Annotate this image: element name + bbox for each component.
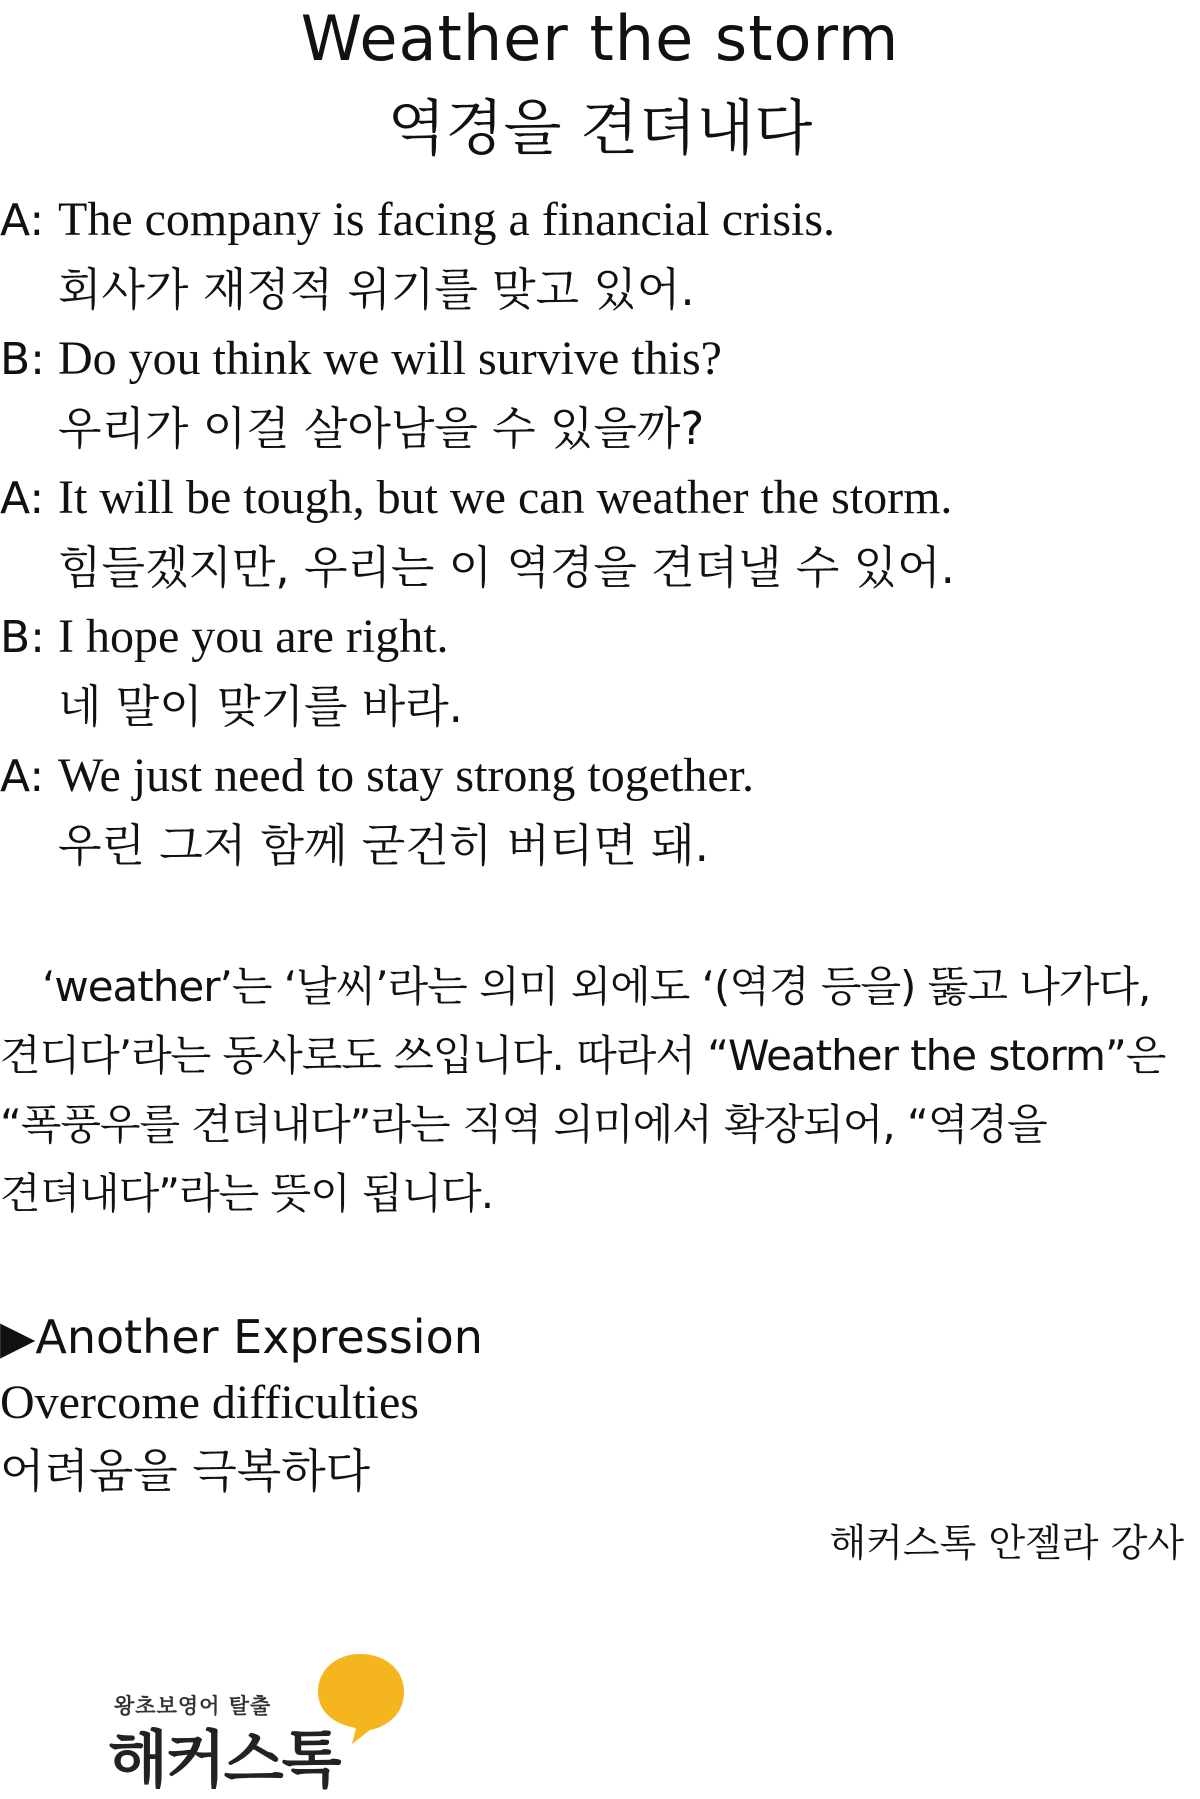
dialogue-turn bbox=[0, 324, 1200, 463]
title-english: Weather the storm bbox=[300, 2, 900, 75]
title-block bbox=[0, 0, 1200, 164]
dialogue-turn bbox=[0, 185, 1200, 324]
speaker-label: B: bbox=[0, 334, 46, 385]
dialogue bbox=[0, 185, 1200, 880]
another-expression-english: Overcome difficulties bbox=[0, 1376, 419, 1429]
english-line bbox=[0, 185, 1200, 255]
korean-line: 힘들겠지만, 우리는 이 역경을 견뎌낼 수 있어. bbox=[58, 541, 955, 594]
english-text: It will be tough, but we can weather the storm. bbox=[58, 471, 953, 524]
speaker-label: A: bbox=[0, 751, 45, 802]
title-korean: 역경을 견뎌내다 bbox=[387, 94, 813, 164]
brand-logo bbox=[108, 1650, 408, 1796]
speaker-label: A: bbox=[0, 195, 45, 246]
english-line bbox=[0, 324, 1200, 394]
speaker-label: B: bbox=[0, 612, 46, 663]
english-text: Do you think we will survive this? bbox=[58, 332, 722, 385]
logo-brand-name: 해커스톡 bbox=[108, 1723, 340, 1796]
english-line bbox=[0, 741, 1200, 811]
english-text: I hope you are right. bbox=[58, 610, 449, 663]
dialogue-turn bbox=[0, 463, 1200, 602]
logo-tagline: 왕초보영어 탈출 bbox=[114, 1694, 272, 1718]
dialogue-turn bbox=[0, 741, 1200, 880]
dialogue-turn bbox=[0, 602, 1200, 741]
explanation-paragraph: ‘weather’는 ‘날씨’라는 의미 외에도 ‘(역경 등을) 뚫고 나가다, 견디다’라는 동사로도 쓰입니다. 따라서 “Weather the storm”은 “폭풍우를 견뎌내다”라는 직역 의미에서 확장되어, “역경을 견뎌내다”라는 뜻이 됩니다. bbox=[0, 962, 1166, 1218]
instructor-credit: 해커스톡 안젤라 강사 bbox=[829, 1521, 1184, 1565]
korean-line: 회사가 재정적 위기를 맞고 있어. bbox=[58, 263, 695, 316]
english-line bbox=[0, 463, 1200, 533]
another-expression bbox=[0, 1305, 483, 1505]
speaker-label: A: bbox=[0, 473, 45, 524]
english-text: We just need to stay strong together. bbox=[58, 749, 754, 802]
another-expression-heading: ▶Another Expression bbox=[0, 1310, 483, 1364]
korean-line: 우리가 이걸 살아남을 수 있을까? bbox=[58, 402, 705, 455]
english-text: The company is facing a financial crisis. bbox=[58, 193, 836, 246]
english-line bbox=[0, 602, 1200, 672]
korean-line: 네 말이 맞기를 바라. bbox=[58, 680, 463, 733]
korean-line: 우린 그저 함께 굳건히 버티면 돼. bbox=[58, 819, 709, 872]
another-expression-korean: 어려움을 극복하다 bbox=[0, 1444, 371, 1498]
